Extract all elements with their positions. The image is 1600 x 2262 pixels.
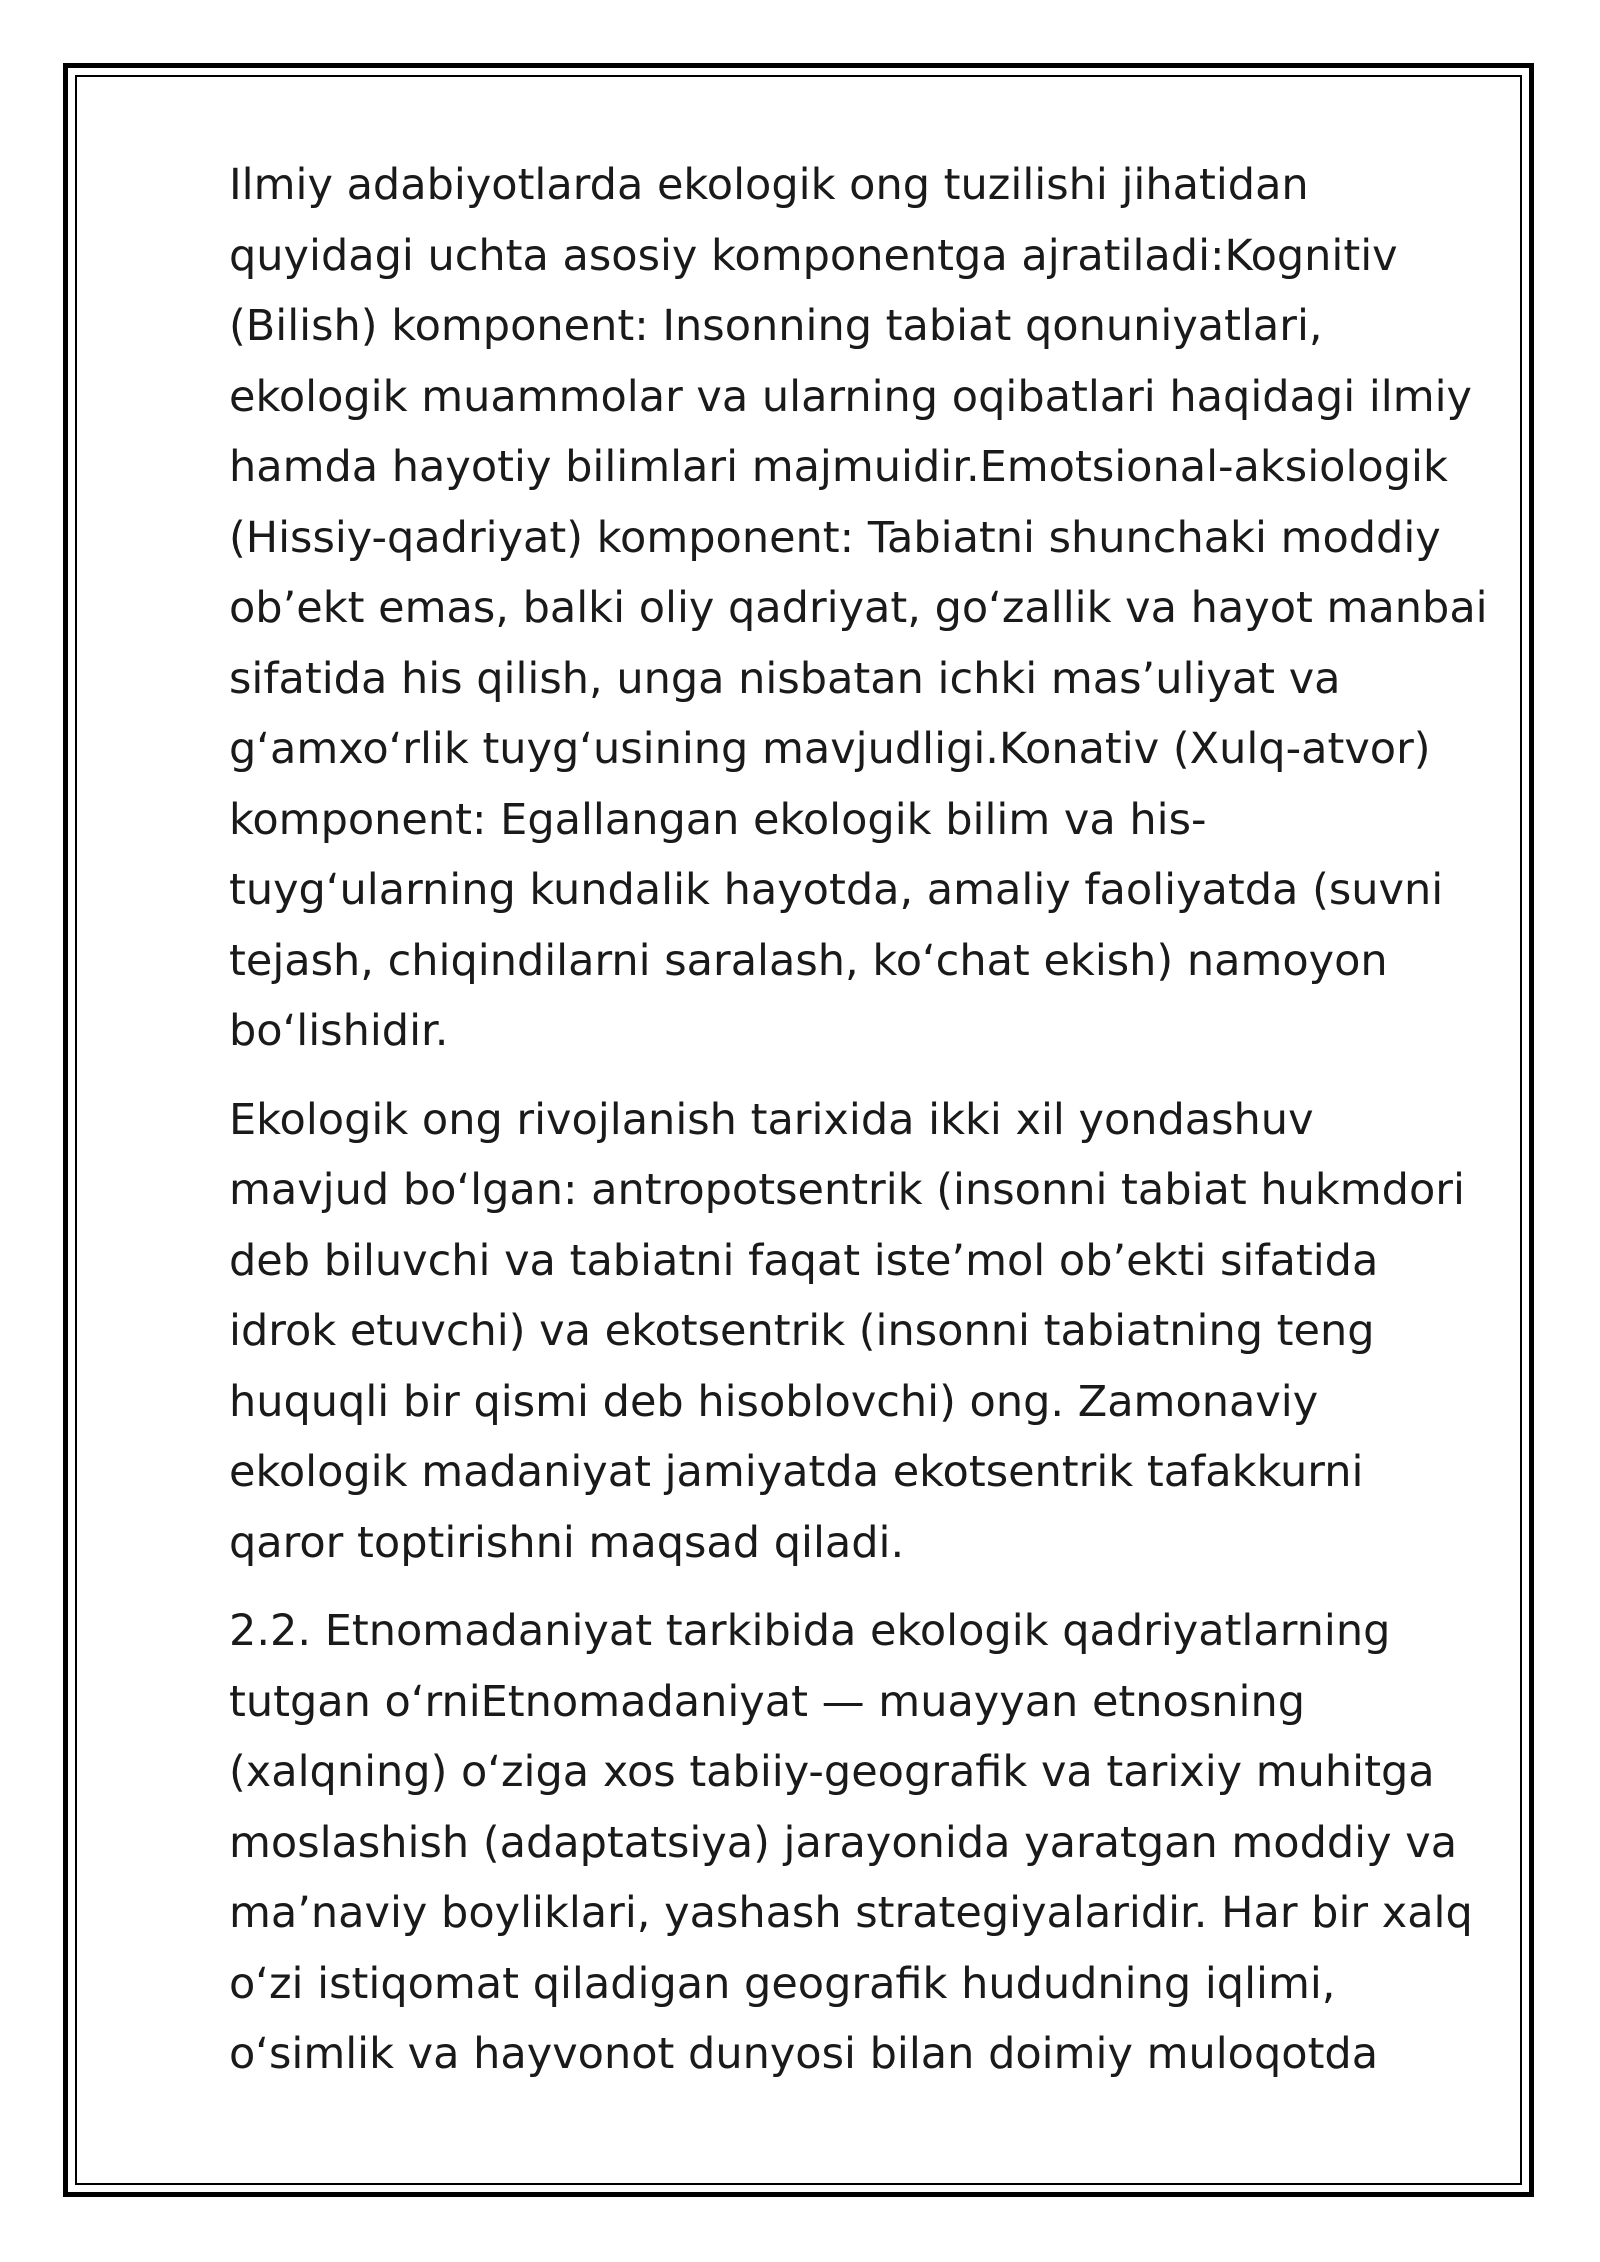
paragraph-section-2-2: 2.2. Etnomadaniyat tarkibida ekologik qadriyatlarning tutgan o‘rniEtnomadaniyat — muayyan etnosning (xalqning) o‘ziga xos tabiiy-geografik va tarixiy muhitga moslashish (adaptatsiya) jarayonida yaratgan moddiy va ma’naviy boyliklari, yashash strategiyalaridir. Har bir xalq o‘zi istiqomat qiladigan geografik hududning iqlimi, o‘simlik va hayvonot dunyosi bilan doimiy muloqotda (229, 1606, 1473, 2079)
paragraph-ecological-consciousness-components: Ilmiy adabiyotlarda ekologik ong tuzilishi jihatidan quyidagi uchta asosiy komponentga ajratiladi:Kognitiv (Bilish) komponent: Insonning tabiat qonuniyatlari, ekologik muammolar va ularning oqibatlari haqidagi ilmiy hamda hayotiy bilimlari majmuidir.Emotsional-aksiologik (Hissiy-qadriyat) komponent: Tabiatni shunchaki moddiy ob’ekt emas, balki oliy qadriyat, go‘zallik va hayot manbai sifatida his qilish, unga nisbatan ichki mas’uliyat va g‘amxo‘rlik tuyg‘usining mavjudligi.Konativ (Xulq-atvor) komponent: Egallangan ekologik bilim va his- tuyg‘ularning kundalik hayotda, amaliy faoliyatda (suvni tejash, chiqindilarni saralash, ko‘chat ekish) namoyon bo‘lishidir. (229, 160, 1488, 1056)
paragraph-two-approaches: Ekologik ong rivojlanish tarixida ikki xil yondashuv mavjud bo‘lgan: antropotsentrik (insonni tabiat hukmdori deb biluvchi va tabiatni faqat iste’mol ob’ekti sifatida idrok etuvchi) va ekotsentrik (insonni tabiatning teng huquqli bir qismi deb hisoblovchi) ong. Zamonaviy ekologik madaniyat jamiyatda ekotsentrik tafakkurni qaror toptirishni maqsad qiladi. (229, 1094, 1465, 1568)
document-body (229, 150, 1509, 2108)
